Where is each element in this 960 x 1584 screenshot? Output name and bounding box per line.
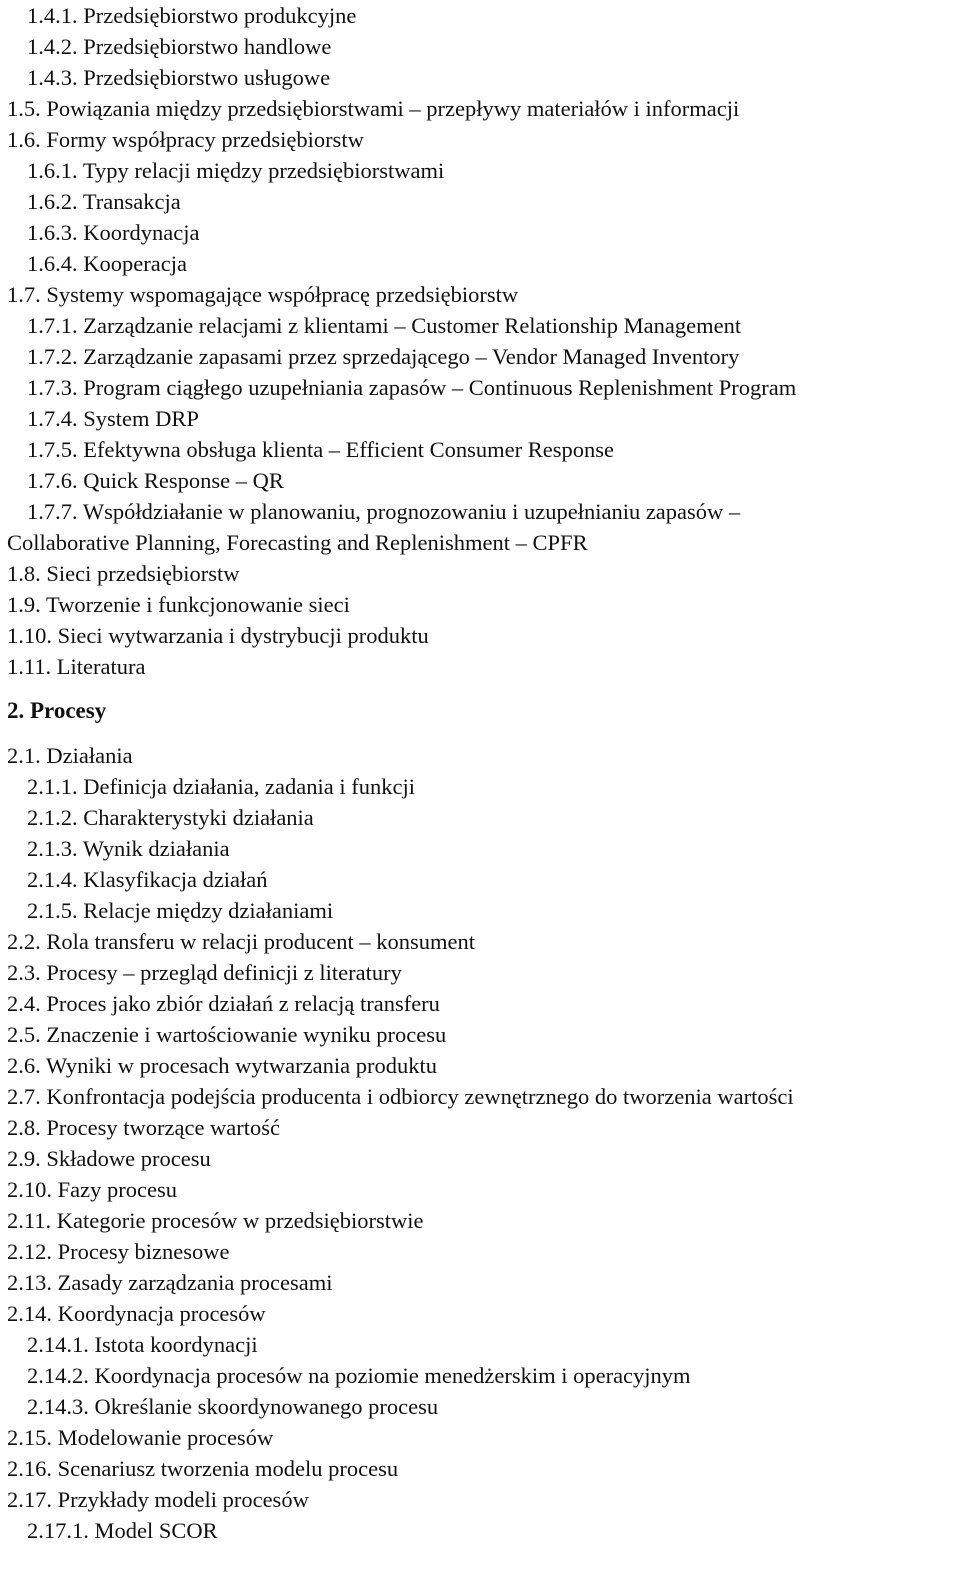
toc-entry: 1.6.4. Kooperacja — [27, 251, 187, 276]
toc-entry: 1.7.3. Program ciągłego uzupełniania zapasów – Continuous Replenishment Program — [27, 375, 797, 400]
toc-entry: 2.14.3. Określanie skoordynowanego procesu — [27, 1394, 439, 1419]
toc-entry: 2.5. Znaczenie i wartościowanie wyniku procesu — [7, 1022, 447, 1047]
toc-entry: 1.7.2. Zarządzanie zapasami przez sprzedającego – Vendor Managed Inventory — [27, 344, 740, 369]
toc-entry: 1.10. Sieci wytwarzania i dystrybucji produktu — [7, 623, 429, 648]
toc-entry: 2.9. Składowe procesu — [7, 1146, 211, 1171]
toc-entry: 2.12. Procesy biznesowe — [7, 1239, 230, 1264]
toc-entry: 1.6. Formy współpracy przedsiębiorstw — [7, 127, 364, 152]
toc-entry: 2.1.2. Charakterystyki działania — [27, 805, 314, 830]
toc-entry: 2.7. Konfrontacja podejścia producenta i odbiorcy zewnętrznego do tworzenia wartości — [7, 1084, 794, 1109]
toc-entry: 1.7.7. Współdziałanie w planowaniu, prognozowaniu i uzupełnianiu zapasów – — [27, 499, 741, 524]
toc-entry: 1.6.1. Typy relacji między przedsiębiorstwami — [27, 158, 445, 183]
toc-entry: 2.1.5. Relacje między działaniami — [27, 898, 334, 923]
toc-entry: 2.6. Wyniki w procesach wytwarzania produktu — [7, 1053, 437, 1078]
toc-entry: 2.15. Modelowanie procesów — [7, 1425, 274, 1450]
toc-entry: 2.17.1. Model SCOR — [27, 1518, 218, 1543]
toc-entry: 1.4.2. Przedsiębiorstwo handlowe — [27, 34, 332, 59]
toc-entry: 1.4.3. Przedsiębiorstwo usługowe — [27, 65, 331, 90]
toc-entry: 2.17. Przykłady modeli procesów — [7, 1487, 309, 1512]
toc-entry: 1.4.1. Przedsiębiorstwo produkcyjne — [27, 3, 357, 28]
toc-entry: 2.2. Rola transferu w relacji producent – konsument — [7, 929, 475, 954]
toc-entry: 1.7.6. Quick Response – QR — [27, 468, 284, 493]
toc-entry: 1.11. Literatura — [7, 654, 146, 679]
toc-entry: 2.14.2. Koordynacja procesów na poziomie menedżerskim i operacyjnym — [27, 1363, 691, 1388]
toc-entry: 1.7. Systemy wspomagające współpracę przedsiębiorstw — [7, 282, 519, 307]
toc-entry: 1.5. Powiązania między przedsiębiorstwami – przepływy materiałów i informacji — [7, 96, 740, 121]
toc-entry: 2.16. Scenariusz tworzenia modelu procesu — [7, 1456, 399, 1481]
section-heading: 2. Procesy — [7, 698, 107, 723]
toc-entry: 1.6.3. Koordynacja — [27, 220, 200, 245]
toc-entry: 1.6.2. Transakcja — [27, 189, 181, 214]
toc-entry: 2.14. Koordynacja procesów — [7, 1301, 266, 1326]
toc-entry: 1.7.4. System DRP — [27, 406, 199, 431]
toc-entry: 2.3. Procesy – przegląd definicji z literatury — [7, 960, 402, 985]
toc-entry: Collaborative Planning, Forecasting and Replenishment – CPFR — [7, 530, 588, 555]
toc-entry: 2.1.1. Definicja działania, zadania i funkcji — [27, 774, 415, 799]
toc-entry: 1.9. Tworzenie i funkcjonowanie sieci — [7, 592, 350, 617]
toc-entry: 2.10. Fazy procesu — [7, 1177, 177, 1202]
toc-entry: 2.13. Zasady zarządzania procesami — [7, 1270, 333, 1295]
toc-entry: 2.11. Kategorie procesów w przedsiębiorstwie — [7, 1208, 424, 1233]
toc-entry: 1.7.1. Zarządzanie relacjami z klientami – Customer Relationship Management — [27, 313, 742, 338]
toc-entry: 2.1.4. Klasyfikacja działań — [27, 867, 268, 892]
toc-entry: 1.8. Sieci przedsiębiorstw — [7, 561, 240, 586]
toc-entry: 2.8. Procesy tworzące wartość — [7, 1115, 281, 1140]
toc-entry: 2.14.1. Istota koordynacji — [27, 1332, 258, 1357]
toc-entry: 2.1. Działania — [7, 743, 133, 768]
toc-entry: 2.4. Proces jako zbiór działań z relacją transferu — [7, 991, 440, 1016]
toc-entry: 2.1.3. Wynik działania — [27, 836, 230, 861]
toc-entry: 1.7.5. Efektywna obsługa klienta – Efficient Consumer Response — [27, 437, 614, 462]
